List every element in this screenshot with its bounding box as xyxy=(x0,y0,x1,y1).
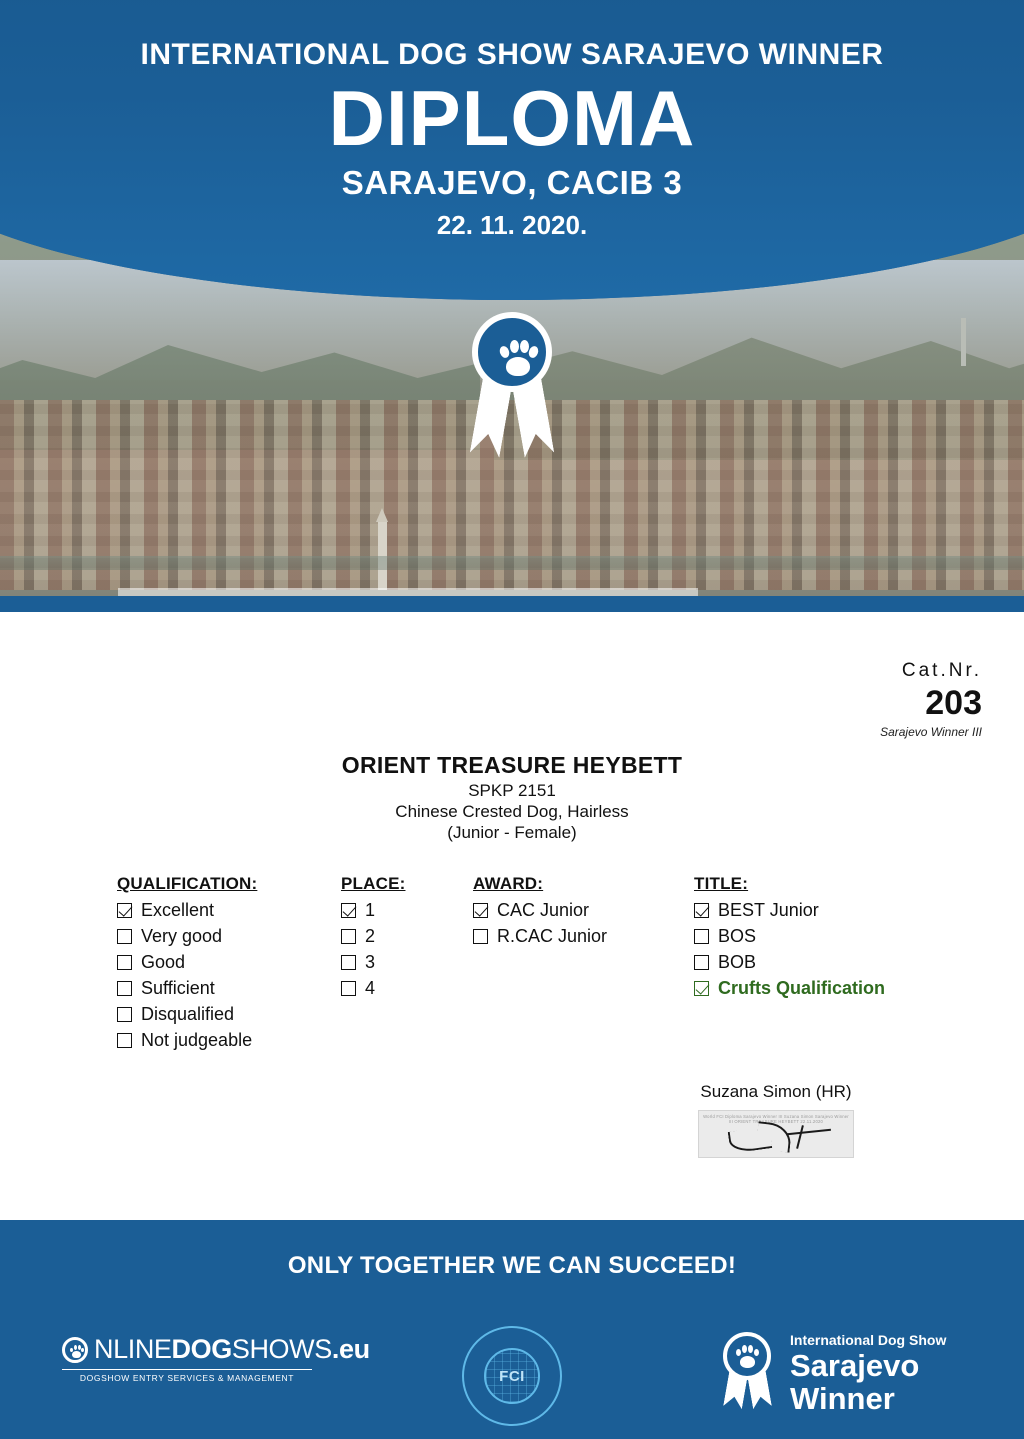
dog-breed: Chinese Crested Dog, Hairless xyxy=(395,802,629,821)
award-option-rcac-junior[interactable] xyxy=(473,927,607,945)
sarajevo-logo-line2: Sarajevo xyxy=(790,1348,920,1383)
title-option-bob[interactable] xyxy=(694,953,885,971)
award-heading: AWARD: xyxy=(473,874,544,893)
judge-name: Suzana Simon (HR) xyxy=(700,1082,852,1101)
option-label: Good xyxy=(141,952,186,972)
header-bottom-rule xyxy=(0,596,1024,612)
onlinedogshows-logo[interactable] xyxy=(62,1334,370,1396)
judge-block xyxy=(626,1082,926,1158)
catalog-number-label: Cat.Nr. xyxy=(901,660,982,681)
place-heading: PLACE: xyxy=(341,874,406,893)
fci-abbreviation: FCI xyxy=(484,1348,540,1404)
title-option-bos[interactable] xyxy=(694,927,885,945)
diploma-body xyxy=(0,612,1024,1216)
event-location: SARAJEVO, CACIB 3 xyxy=(341,163,683,201)
paw-circle-icon xyxy=(62,1337,88,1363)
catalog-number-block xyxy=(880,660,982,739)
checkbox-icon[interactable] xyxy=(694,929,709,944)
qualification-option-sufficient[interactable] xyxy=(117,979,257,997)
place-option-1[interactable] xyxy=(341,901,405,919)
paw-icon xyxy=(735,1344,760,1369)
option-label: 4 xyxy=(365,978,376,998)
footer-slogan: ONLY TOGETHER WE CAN SUCCEED! xyxy=(287,1252,737,1279)
logo-tagline: DOGSHOW ENTRY SERVICES & MANAGEMENT xyxy=(62,1369,312,1383)
dog-class: (Junior - Female) xyxy=(447,823,577,842)
logo-text-eu: .eu xyxy=(331,1334,370,1364)
qualification-option-excellent[interactable] xyxy=(117,901,257,919)
event-date: 22. 11. 2020. xyxy=(436,209,588,240)
option-label: BOB xyxy=(718,952,757,972)
place-option-3[interactable] xyxy=(341,953,405,971)
award-option-cac-junior[interactable] xyxy=(473,901,607,919)
checkbox-icon[interactable] xyxy=(117,1033,132,1048)
tv-tower-icon xyxy=(961,318,966,366)
option-label: Sufficient xyxy=(141,978,215,998)
option-label: CAC Junior xyxy=(497,900,590,920)
option-label: 1 xyxy=(365,900,376,920)
checkbox-icon[interactable] xyxy=(341,955,356,970)
dog-name: ORIENT TREASURE HEYBETT xyxy=(341,752,683,778)
option-label: R.CAC Junior xyxy=(497,926,608,946)
option-label: 3 xyxy=(365,952,376,972)
checkbox-checked-icon[interactable] xyxy=(473,903,488,918)
option-label: Excellent xyxy=(141,900,215,920)
column-qualification xyxy=(117,874,257,1057)
event-title: INTERNATIONAL DOG SHOW SARAJEVO WINNER xyxy=(140,38,884,71)
catalog-number-subtitle: Sarajevo Winner III xyxy=(880,725,982,739)
option-label: Very good xyxy=(141,926,223,946)
option-label: 2 xyxy=(365,926,376,946)
rosette-disc xyxy=(472,312,552,392)
option-label: Disqualified xyxy=(141,1004,235,1024)
checkbox-icon[interactable] xyxy=(341,981,356,996)
dog-registration: SPKP 2151 xyxy=(468,781,556,800)
fci-logo xyxy=(462,1326,562,1426)
sarajevo-logo-line1: International Dog Show xyxy=(790,1332,947,1348)
diploma-footer xyxy=(0,1216,1024,1439)
footer-top-rule xyxy=(0,1216,1024,1220)
logo-text-shows: SHOWS xyxy=(231,1334,332,1364)
logo-text-online: NLINE xyxy=(94,1334,172,1364)
rosette-award-icon xyxy=(462,312,562,452)
option-label: Not judgeable xyxy=(141,1030,253,1050)
place-option-4[interactable] xyxy=(341,979,405,997)
judge-signature xyxy=(698,1110,854,1158)
checkbox-checked-icon[interactable] xyxy=(341,903,356,918)
qualification-option-very-good[interactable] xyxy=(117,927,257,945)
sarajevo-logo-line3: Winner xyxy=(790,1380,895,1416)
qualification-option-not-judgeable[interactable] xyxy=(117,1031,257,1049)
column-place xyxy=(341,874,405,1005)
checkbox-icon[interactable] xyxy=(694,955,709,970)
option-label: BEST Junior xyxy=(718,900,819,920)
option-label: Crufts Qualification xyxy=(718,978,886,998)
qualification-option-disqualified[interactable] xyxy=(117,1005,257,1023)
diploma-header xyxy=(0,0,1024,612)
checkbox-icon[interactable] xyxy=(117,981,132,996)
header-text-block xyxy=(0,0,1024,241)
checkbox-icon[interactable] xyxy=(117,929,132,944)
checkbox-icon[interactable] xyxy=(117,1007,132,1022)
checkbox-icon[interactable] xyxy=(117,955,132,970)
qualification-option-good[interactable] xyxy=(117,953,257,971)
rosette-icon xyxy=(716,1332,778,1408)
option-label: BOS xyxy=(718,926,757,946)
place-option-2[interactable] xyxy=(341,927,405,945)
catalog-number-value: 203 xyxy=(925,684,982,722)
dog-details xyxy=(0,752,1024,843)
minaret-icon xyxy=(378,520,387,590)
column-award xyxy=(473,874,607,953)
signature-watermark-text: World FCI Diploma Sarajevo Winner III Suzana Simon Sarajevo Winner III ORIENT TREASURE HEYBETT 22.11.2020 xyxy=(703,1114,849,1125)
title-option-best-junior[interactable] xyxy=(694,901,885,919)
qualification-heading: QUALIFICATION: xyxy=(117,874,258,893)
column-title xyxy=(694,874,885,1005)
river xyxy=(0,556,1024,570)
checkbox-icon[interactable] xyxy=(473,929,488,944)
checkbox-checked-icon[interactable] xyxy=(117,903,132,918)
page-title: DIPLOMA xyxy=(328,74,696,162)
title-option-crufts-qualification[interactable] xyxy=(694,979,885,997)
checkbox-icon[interactable] xyxy=(341,929,356,944)
logo-text-dog: DOG xyxy=(171,1334,232,1364)
paw-icon xyxy=(498,338,538,378)
checkbox-checked-icon[interactable] xyxy=(694,903,709,918)
sarajevo-winner-logo xyxy=(716,1324,976,1414)
checkbox-checked-icon[interactable] xyxy=(694,981,709,996)
title-heading: TITLE: xyxy=(694,874,749,893)
